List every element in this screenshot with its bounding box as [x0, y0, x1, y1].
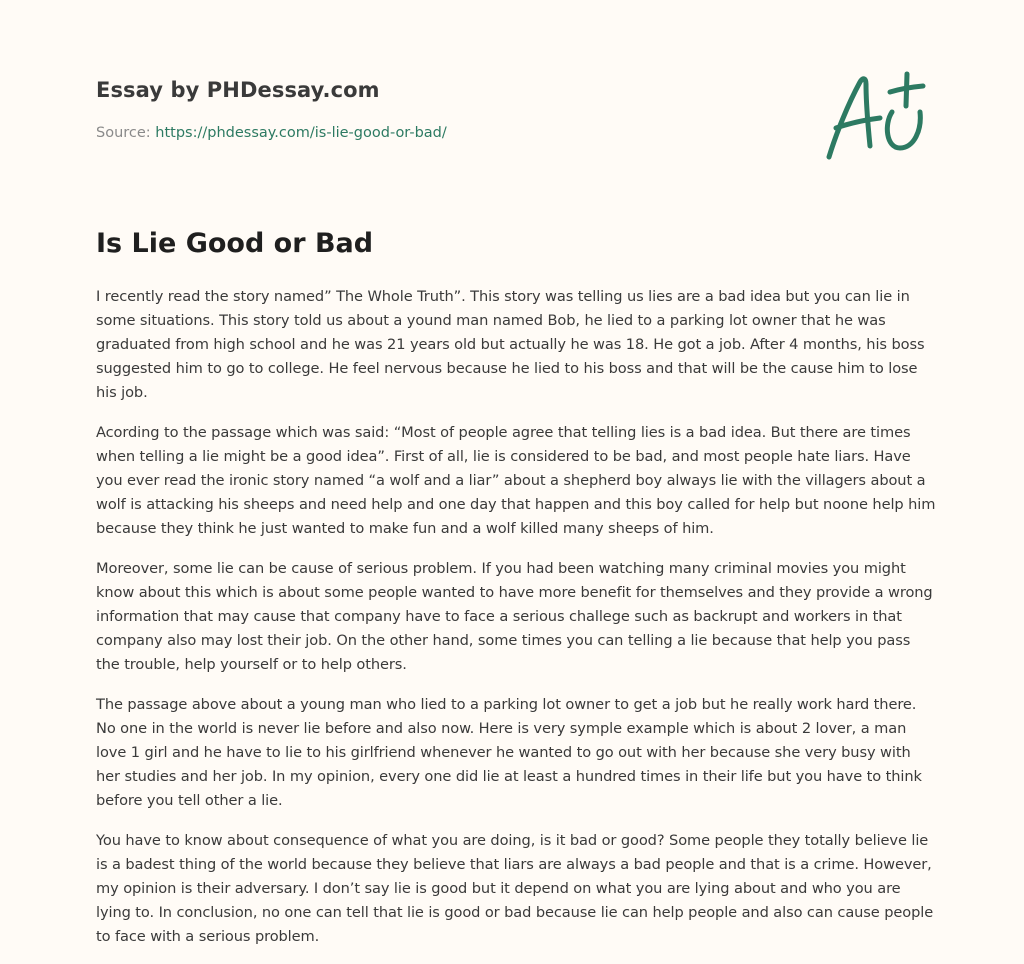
- essay-paragraph: Acording to the passage which was said: “Most of people agree that telling lies is a bad idea. But there are times when telling a lie might be a good idea”. First of all, lie is considered to be bad, and most people hate liars. Have you ever read the ironic story named “a wolf and a liar” about a shepherd boy always lie with the villagers about a wolf is attacking his sheeps and need help and one day that happen and this boy called for help but noone help him because they think he just wanted to make fun and a wolf killed many sheeps of him.: [96, 424, 936, 537]
- source-label: Source:: [96, 125, 156, 141]
- essay-paragraph: You have to know about consequence of what you are doing, is it bad or good? Some people they totally believe lie is a badest thing of the world because they believe that liars are always a bad people and that is a crime. However, my opinion is their adversary. I don’t say lie is good but it depend on what you are lying about and who you are lying to. In conclusion, no one can tell that lie is good or bad because lie can help people and also can cause people to face with a serious problem.: [96, 832, 934, 945]
- essay-body: [96, 285, 936, 964]
- essay-paragraph: The passage above about a young man who lied to a parking lot owner to get a job but he really work hard there. No one in the world is never lie before and also now. Here is very symple example which is about 2 lover, a man love 1 girl and he have to lie to his girlfriend whenever he wanted to go out with her because she very busy with her studies and her job. In my opinion, every one did lie at least a hundred times in their life but you have to think before you tell other a lie.: [96, 696, 922, 809]
- site-brand: Essay by PHDessay.com: [96, 78, 380, 102]
- source-link[interactable]: https://phdessay.com/is-lie-good-or-bad/: [155, 125, 447, 141]
- essay-paragraph: Moreover, some lie can be cause of serious problem. If you had been watching many criminal movies you might know about this which is about some people wanted to have more benefit for themselves and they provide a wrong information that may cause that company have to face a serious challege such as backrupt and workers in that company also may lost their job. On the other hand, some times you can telling a lie because that help you pass the trouble, help yourself or to help others.: [96, 560, 933, 673]
- essay-paragraph: I recently read the story named” The Whole Truth”. This story was telling us lies are a bad idea but you can lie in some situations. This story told us about a yound man named Bob, he lied to a parking lot owner that he was graduated from high school and he was 21 years old but actually he was 18. He got a job. After 4 months, his boss suggested him to go to college. He feel nervous because he lied to his boss and that will be the cause him to lose his job.: [96, 288, 925, 401]
- a-plus-grade-icon: [822, 68, 926, 164]
- source-line: [96, 123, 696, 143]
- page-header: [96, 76, 696, 143]
- essay-title: Is Lie Good or Bad: [96, 228, 374, 259]
